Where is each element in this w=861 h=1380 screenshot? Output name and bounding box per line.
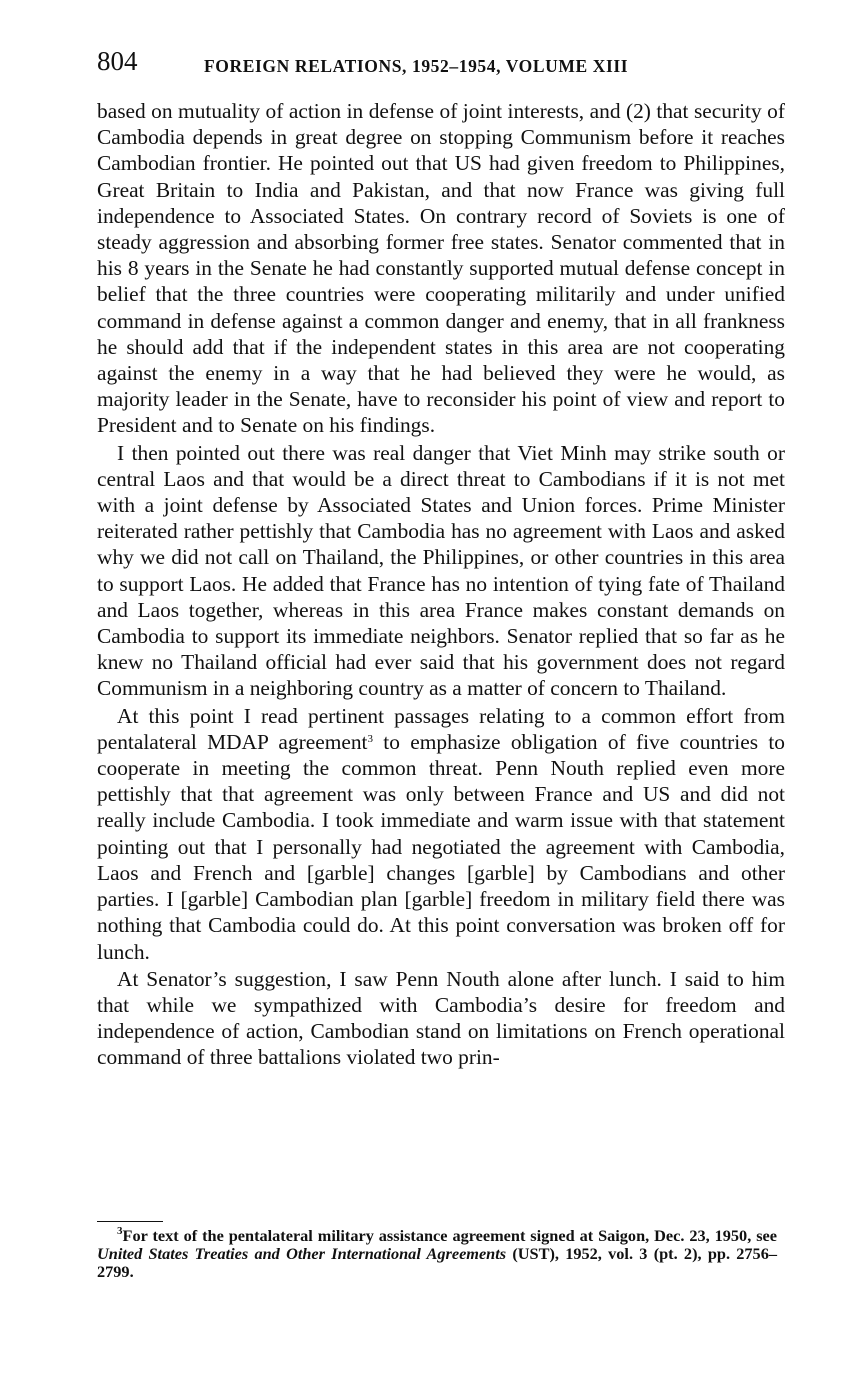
footnote-marker: 3 — [117, 1225, 123, 1237]
paragraph-continued: based on mutuality of action in defense of joint interests, and (2) that security of Cambodia depends in great degree on stopping Communism before it reaches Cambodian frontier. He pointed out that US had given freedom to Philippines, Great Britain to India and Pakistan, and that now France was giving full independence to Associated States. On contrary record of Soviets is one of steady aggression and absorbing former free states. Senator commented that in his 8 years in the Senate he had constantly supported mutual defense concept in belief that the three countries were cooperating militarily and under unified command in defense against a common danger and enemy, that in all frankness he should add that if the independent states in this area are not cooperating against the enemy in a way that he had believed they were he would, as majority leader in the Senate, have to reconsider his point of view and report to President and to Senate on his findings. — [97, 99, 785, 438]
footnote-text: (UST), 1952, vol. 3 (pt. 2), pp. 2756–2799. — [97, 1244, 777, 1281]
paragraph-text: to emphasize obligation of five countries to cooperate in meeting the common threat. Penn Nouth replied even more pettishly that that agreement was only between France and US and did not really include Cambodia. I took immediate and warm issue with that statement pointing out that I personally had negotiated the agreement with Cambodia, Laos and French and [garble] changes [garble] by Cambodians and other parties. I [garble] Cambodian plan [garble] freedom in military field there was nothing that Cambodia could do. At this point conversation was broken off for lunch. — [97, 729, 785, 964]
paragraph-text: At this point I read pertinent passages relating to a common effort from pentalateral MDAP agreement — [97, 703, 785, 754]
paragraph-with-note — [97, 703, 785, 965]
footnote-divider — [97, 1221, 163, 1222]
page-header — [97, 46, 787, 82]
footnote-title: United States Treaties and Other International Agreements — [97, 1244, 507, 1263]
paragraph: At Senator’s suggestion, I saw Penn Nouth alone after lunch. I said to him that while we sympathized with Cambodia’s desire for freedom and independence of action, Cambodian stand on limitations on French operational command of three battalions violated two prin- — [97, 966, 785, 1070]
footnote — [97, 1227, 777, 1281]
body-text — [97, 98, 785, 1071]
running-title: FOREIGN RELATIONS, 1952–1954, VOLUME XIII — [204, 56, 629, 76]
page-number: 804 — [97, 46, 138, 76]
footnote-reference: 3 — [367, 732, 373, 745]
footnote-text: For text of the pentalateral military assistance agreement signed at Saigon, Dec. 23, 1950, see — [122, 1226, 777, 1245]
paragraph: I then pointed out there was real danger that Viet Minh may strike south or central Laos and that would be a direct threat to Cambodians if it is not met with a joint defense by Associated States and Union forces. Prime Minister reiterated rather pettishly that Cambodia has no agreement with Laos and asked why we did not call on Thailand, the Philippines, or other countries in this area to support Laos. He added that France has no intention of tying fate of Thailand and Laos together, whereas in this area France makes constant demands on Cambodia to support its immediate neighbors. Senator replied that so far as he knew no Thailand official had ever said that his government does not regard Communism in a neighboring country as a matter of concern to Thailand. — [97, 440, 785, 701]
